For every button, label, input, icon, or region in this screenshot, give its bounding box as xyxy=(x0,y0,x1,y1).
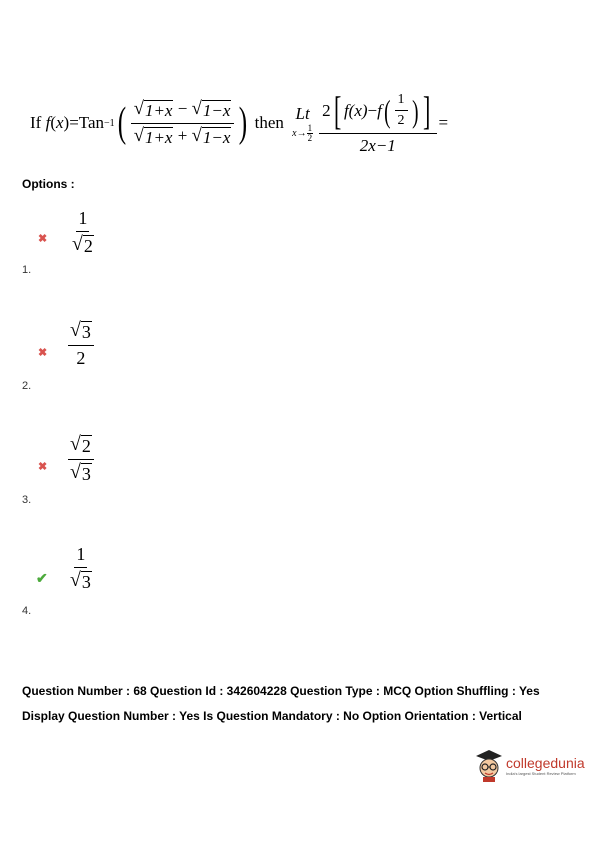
f-of-half: f xyxy=(377,100,382,120)
sqrt-term-a: 1+x xyxy=(144,100,173,120)
option-2-fraction[interactable]: √ 3 2 xyxy=(68,320,94,369)
option-3-fraction[interactable]: √ 2 √ 3 xyxy=(68,434,94,485)
left-paren: ( xyxy=(117,100,126,146)
limit-fraction xyxy=(319,87,436,156)
cross-icon: ✖ xyxy=(38,347,48,359)
tan-argument-fraction: √ 1+x − √ 1−x √ 1+x + √ 1−x xyxy=(131,99,235,148)
coefficient: 2 xyxy=(322,100,331,120)
question-meta-line-1: Question Number : 68 Question Id : 342604228 Question Type : MCQ Option Shuffling : Yes xyxy=(22,684,540,698)
half-left-paren: ( xyxy=(383,92,391,129)
sqrt-term-b-den: 1−x xyxy=(202,127,231,147)
question-text: If f ( x ) = Tan −1 ( √ 1+x − √ 1−x √ 1+x + √ 1−x ) then Lt x→ $\frac{1}{2}$ 2 [ f(x) − f ( $\frac{1}{2}$ ) ] 2x−1 = xyxy=(30,87,449,155)
variable: x xyxy=(55,113,64,132)
limit-operator xyxy=(292,104,313,143)
right-bracket: ] xyxy=(423,87,431,133)
cross-icon: ✖ xyxy=(38,233,48,245)
tan-function: Tan xyxy=(78,113,105,132)
option-4-number: 4. xyxy=(22,605,32,617)
option-2-numerator: 3 xyxy=(81,322,91,342)
graduate-mascot-icon xyxy=(474,748,504,782)
option-1-fraction[interactable]: 1 √ 2 xyxy=(72,208,93,256)
option-3-numerator: 2 xyxy=(81,436,91,456)
sqrt-term-b: 1−x xyxy=(202,100,231,120)
limit-label: Lt xyxy=(295,103,310,123)
limit-half-den: 2 xyxy=(307,132,313,143)
minus-sign: − xyxy=(177,98,188,118)
option-1-numerator: 1 xyxy=(76,208,89,232)
collegedunia-logo[interactable] xyxy=(474,748,585,782)
logo-tagline: India's largest Student Review Platform xyxy=(506,770,576,776)
function-name: f xyxy=(45,113,51,132)
option-4-fraction[interactable]: 1 √ 3 xyxy=(70,544,91,592)
then-word: then xyxy=(254,113,284,132)
question-prefix: If xyxy=(30,113,42,132)
sqrt-term-a-den: 1+x xyxy=(144,127,173,147)
option-1-number: 1. xyxy=(22,264,32,276)
half-fraction xyxy=(395,92,408,129)
options-label: Options : xyxy=(22,177,75,191)
f-of-x: f(x) xyxy=(343,100,368,120)
left-bracket: [ xyxy=(333,87,341,133)
final-equals: = xyxy=(438,113,449,132)
limit-denominator: 2x−1 xyxy=(359,135,396,155)
plus-sign: + xyxy=(177,125,188,145)
equals-sign: = xyxy=(69,113,79,132)
option-2-number: 2. xyxy=(22,380,32,392)
question-meta-line-2: Display Question Number : Yes Is Question Mandatory : No Option Orientation : Vertical xyxy=(22,709,522,723)
inverse-superscript: −1 xyxy=(104,117,115,129)
half-right-paren: ) xyxy=(411,92,419,129)
option-1-denominator: 2 xyxy=(83,236,93,256)
option-3-number: 3. xyxy=(22,494,32,506)
cross-icon: ✖ xyxy=(38,461,48,473)
check-icon: ✔ xyxy=(36,570,48,586)
option-4-numerator: 1 xyxy=(74,544,87,568)
limit-half-num: 1 xyxy=(307,122,313,133)
half-num: 1 xyxy=(395,92,408,111)
minus-sign-2: − xyxy=(367,100,378,120)
limit-variable: x→ xyxy=(292,127,307,139)
logo-name: collegedunia xyxy=(506,754,585,771)
option-2-denominator: 2 xyxy=(76,348,86,368)
option-4-denominator: 3 xyxy=(81,572,91,592)
half-den: 2 xyxy=(397,113,405,128)
right-paren: ) xyxy=(239,100,248,146)
option-3-denominator: 3 xyxy=(81,464,91,484)
